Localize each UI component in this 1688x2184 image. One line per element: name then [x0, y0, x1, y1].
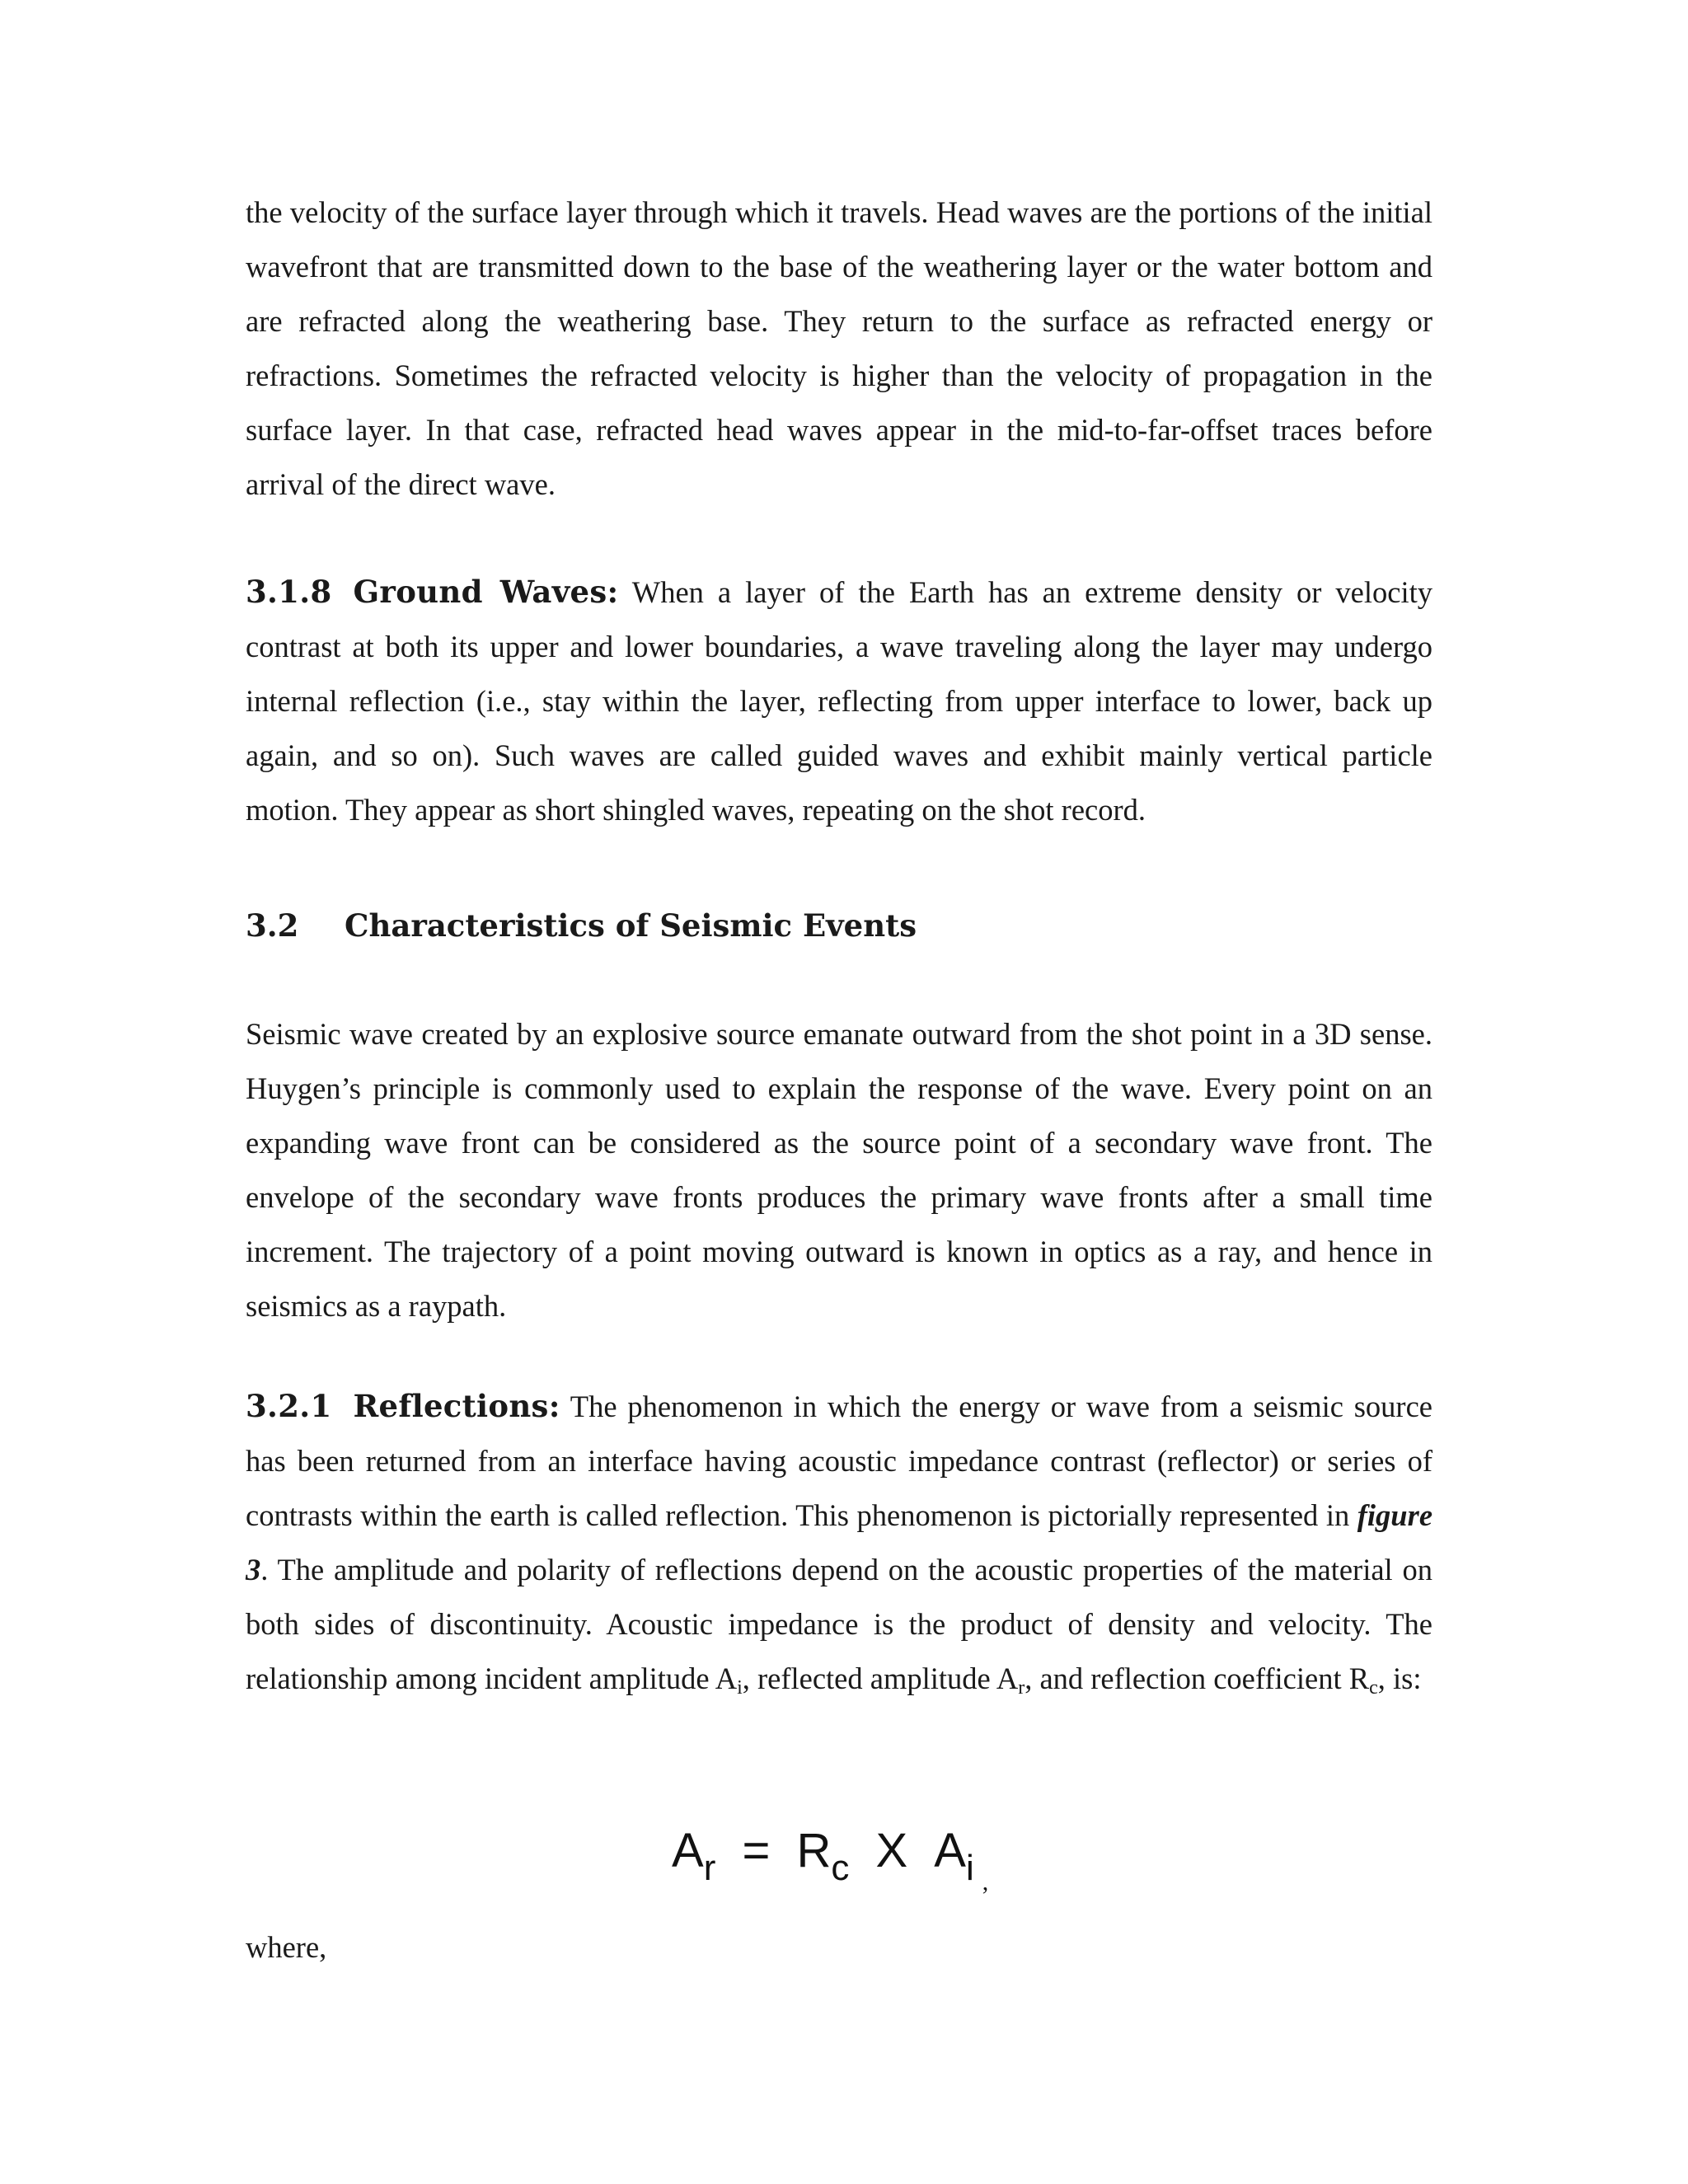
- paragraph-text: , reflected amplitude A: [742, 1661, 1019, 1695]
- section-number: 3.2.1: [246, 1388, 332, 1424]
- paragraph-text: . The amplitude and polarity of reflections depend on the acoustic properties of the material on both sides of discontinuity. Acoustic impedance is the product of density and velocity. The relationship among incident amplitude A: [246, 1553, 1432, 1695]
- paragraph-head-waves: [246, 185, 1432, 512]
- section-title: Characteristics of Seismic Events: [345, 907, 917, 944]
- where-label: where,: [246, 1930, 327, 1964]
- equals-sign: =: [742, 1824, 771, 1877]
- figure-reference: figure 3: [246, 1498, 1433, 1586]
- section-3-2-1: [246, 1379, 1432, 1706]
- paragraph-text: The phenomenon in which the energy or wave from a seismic source has been returned from an interface having acoustic impedance contrast (reflector) or series of contrasts within the earth is called reflection. This phenomenon is pictorially represented in: [246, 1390, 1432, 1532]
- paragraph-text: , is:: [1377, 1661, 1422, 1695]
- subscript: c: [831, 1848, 850, 1888]
- equation-comma: ,: [982, 1868, 989, 1896]
- reflection-equation: [672, 1823, 988, 1897]
- subscript: r: [703, 1848, 716, 1888]
- amplitude-reflected: [672, 1823, 715, 1889]
- section-number: 3.1.8: [246, 574, 332, 610]
- section-number: 3.2: [246, 907, 299, 944]
- paragraph-text: When a layer of the Earth has an extreme density or velocity contrast at both its upper and lower boundaries, a wave traveling along the layer may undergo internal reflection (i.e., stay within the layer, reflecting from upper interface to lower, back up again, and so on). Such waves are called guided waves and exhibit mainly vertical particle motion. They appear as short shingled waves, repeating on the shot record.: [246, 575, 1432, 827]
- section-3-1-8: [246, 565, 1432, 837]
- paragraph-text: the velocity of the surface layer through which it travels. Head waves are the portions of the initial wavefront that are transmitted down to the base of the weathering layer or the water bottom and are refracted along the weathering base. They return to the surface as refracted energy or refractions. Sometimes the refracted velocity is higher than the velocity of propagation in the surface layer. In that case, refracted head waves appear in the mid-to-far-offset traces before arrival of the direct wave.: [246, 195, 1432, 501]
- amplitude-incident: [934, 1823, 973, 1889]
- reflection-coefficient: [796, 1823, 849, 1889]
- symbol: R: [796, 1824, 832, 1877]
- section-title: Reflections:: [353, 1388, 560, 1424]
- subscript: i: [965, 1848, 974, 1888]
- section-title: Ground Waves:: [353, 574, 619, 610]
- paragraph-huygens: [246, 1007, 1432, 1333]
- paragraph-text: Seismic wave created by an explosive source emanate outward from the shot point in a 3D sense. Huygen’s principle is commonly used to explain the response of the wave. Every point on an expanding wave front can be considered as the source point of a secondary wave front. The envelope of the secondary wave fronts produces the primary wave fronts after a small time increment. The trajectory of a point moving outward is known in optics as a ray, and hence in seismics as a raypath.: [246, 1017, 1432, 1323]
- symbol: A: [672, 1824, 704, 1877]
- subscript: c: [1369, 1677, 1378, 1699]
- subscript: r: [1018, 1677, 1025, 1699]
- paragraph-text: , and reflection coefficient R: [1025, 1661, 1370, 1695]
- symbol: A: [934, 1824, 966, 1877]
- subscript: i: [737, 1677, 743, 1699]
- multiply-sign: X: [875, 1824, 908, 1877]
- section-3-2-heading: [246, 898, 917, 953]
